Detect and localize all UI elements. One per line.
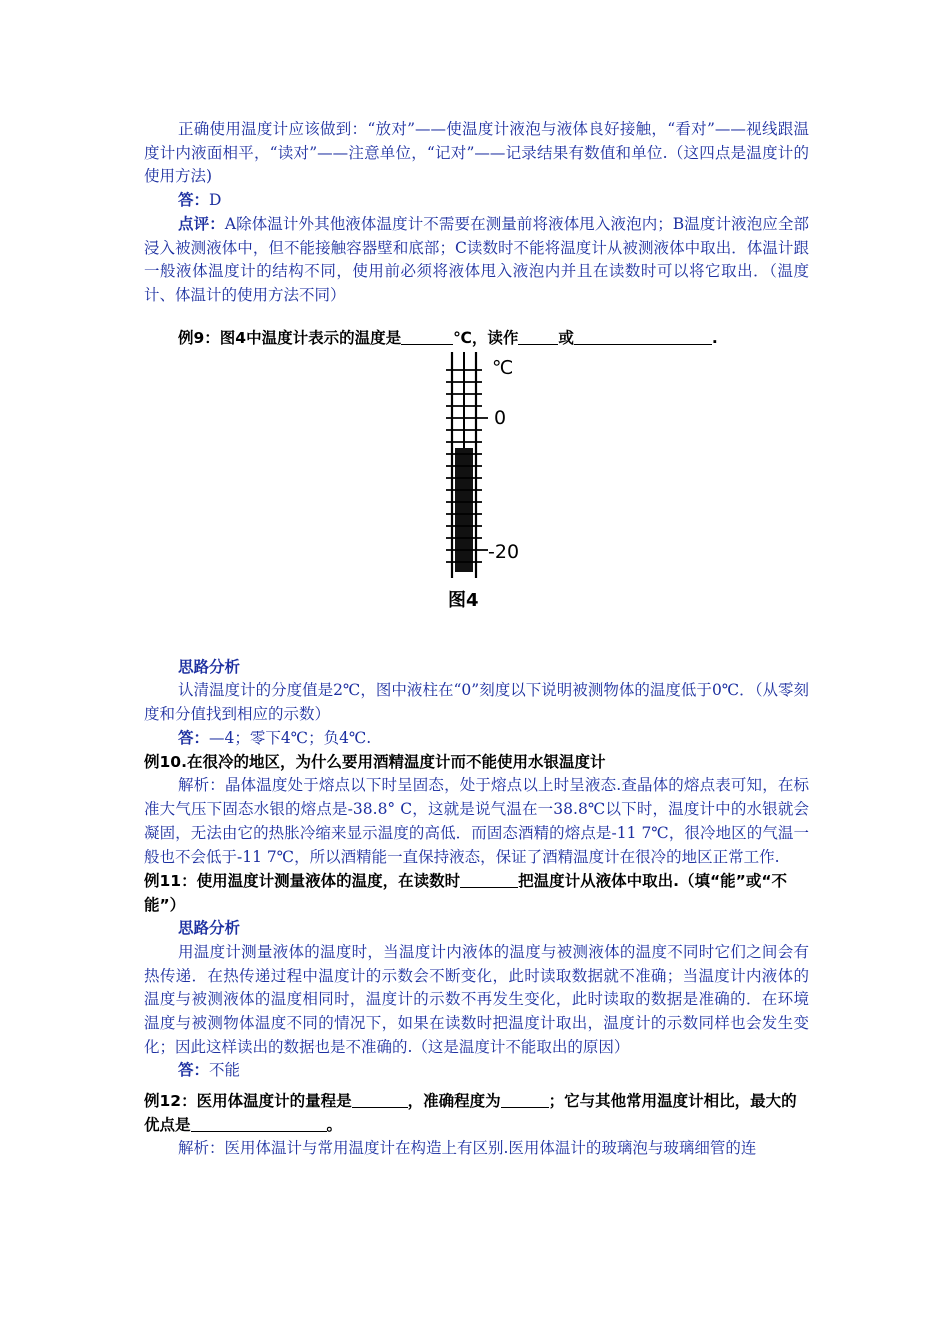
comment-label: 点评：: [178, 214, 225, 233]
blank-7: [191, 1115, 327, 1132]
answer-label: 答：: [178, 191, 210, 210]
blank-2: [518, 328, 558, 345]
usage-paragraph: 正确使用温度计应该做到：“放对”——使温度计液泡与液体良好接触，“看对”——视线跟温度计内液面相平，“读对”——注意单位，“记对”——记录结果有数值和单位.（这四点是温度计的使用方法): [144, 120, 809, 186]
comment-paragraph: [144, 213, 809, 308]
blank-5: [352, 1091, 408, 1108]
answer-line-1: [144, 189, 809, 213]
example-9-question: 例9：图4中温度计表示的温度是 ℃，读作 或 .: [178, 328, 718, 347]
unit-label: ℃: [492, 356, 514, 379]
analysis-paragraph-9: 认清温度计的分度值是2℃，图中液柱在“0”刻度以下说明被测物体的温度低于0℃．（从零刻度和分值找到相应的示数）: [144, 681, 809, 724]
blank-3: [574, 328, 712, 345]
answer-line-11: 答：不能: [178, 1061, 241, 1080]
example-12-answer: 解析：医用体温计与常用温度计在构造上有区别.医用体温计的玻璃泡与玻璃细管的连: [178, 1139, 757, 1158]
analysis-heading-9: 思路分析: [178, 657, 241, 676]
example-10-answer: 解析：晶体温度处于熔点以下时呈固态，处于熔点以上时呈液态.查晶体的熔点表可知，在标准大气压下固态水银的熔点是-38.8° C，这就是说气温在一38.8℃以下时，温度计中的水银就会凝固，无法由它的热胀冷缩来显示温度的高低．而固态酒精的熔点是-11 7℃，很冷地区的气温一般也不会低于-11 7℃，所以酒精能一直保持液态，保证了酒精温度计在很冷的地区正常工作.: [144, 776, 809, 866]
blank-6: [501, 1091, 549, 1108]
answer-line-9: 答：—4；零下4℃；负4℃.: [178, 728, 372, 747]
zero-label: 0: [494, 406, 507, 429]
answer-value: D: [209, 191, 222, 210]
analysis-heading-11: 思路分析: [178, 919, 241, 938]
thermometer-diagram: [424, 352, 564, 644]
example-11-question: 例11：使用温度计测量液体的温度，在读数时 把温度计从液体中取出.（填“能”或“不能”）: [144, 872, 788, 915]
blank-1: [401, 328, 453, 345]
blank-4: [460, 871, 518, 888]
example-12-question: 例12：医用体温度计的量程是 ，准确程度为 ；它与其他常用温度计相比，最大的优点是 。: [144, 1092, 797, 1135]
analysis-paragraph-11: 用温度计测量液体的温度时，当温度计内液体的温度与被测液体的温度不同时它们之间会有热传递．在热传递过程中温度计的示数会不断变化，此时读取数据就不准确；当温度计内液体的温度与被测液体的温度相同时，温度计的示数不再发生变化，此时读取的数据是准确的．在环境温度与被测物体温度不同的情况下，如果在读数时把温度计取出，温度计的示数同样也会发生变化；因此这样读出的数据也是不准确的.（这是温度计不能取出的原因）: [144, 942, 809, 1056]
example-10-question: 例10.在很冷的地区，为什么要用酒精温度计而不能使用水银温度计: [144, 753, 606, 772]
figure-caption: 图4: [448, 589, 479, 611]
comment-text: A除体温计外其他液体温度计不需要在测量前将液体甩入液泡内；B温度计液泡应全部浸入被测液体中，但不能接触容器壁和底部；C读数时不能将温度计从被测液体中取出．体温计跟一般液体温度计的结构不同，使用前必须将液体甩入液泡内并且在读数时可以将它取出．（温度计、体温计的使用方法不同）: [144, 214, 809, 304]
minus-20-label: -20: [488, 540, 520, 563]
thermometer-figure: [144, 352, 809, 652]
document-page: [144, 118, 809, 1161]
